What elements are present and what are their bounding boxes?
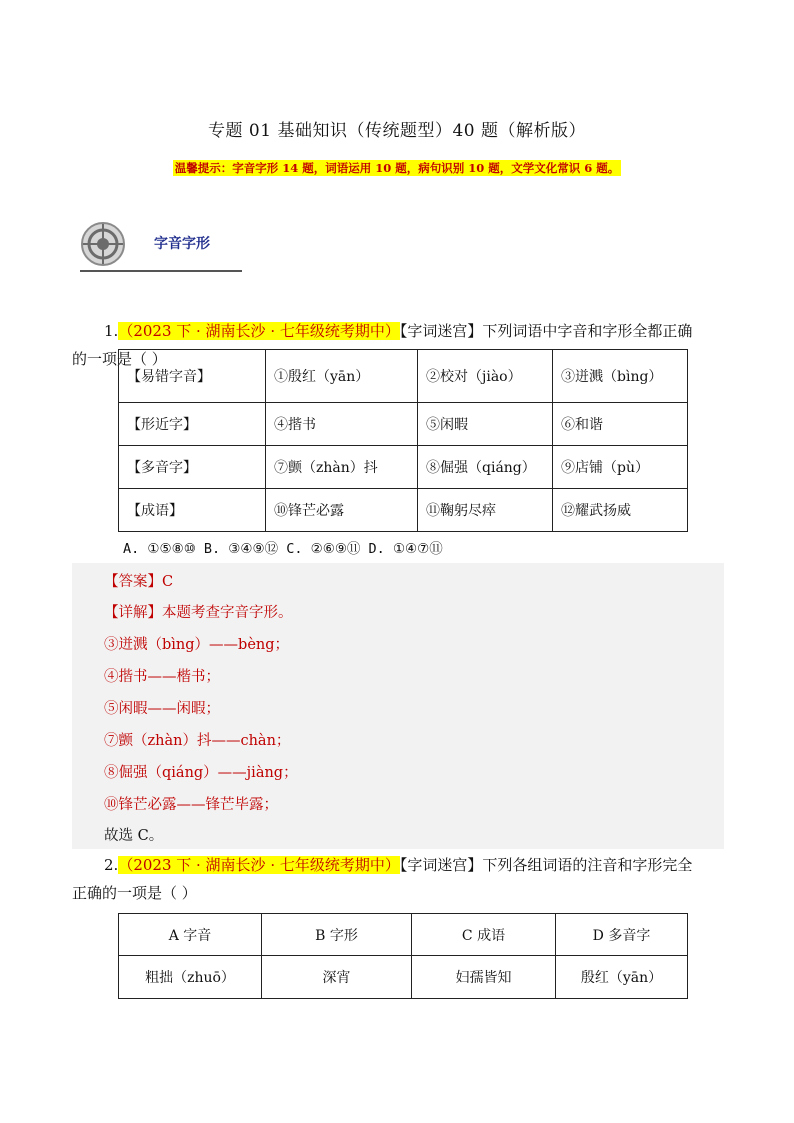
table-cell: 粗拙（zhuō） [119, 956, 262, 999]
table-cell: ⑪鞠躬尽瘁 [418, 489, 553, 532]
table-header-cell: C 成语 [412, 914, 556, 956]
analysis-line: ⑧倔强（qiáng）——jiàng； [104, 765, 298, 781]
table-cell: ①殷红（yān） [266, 350, 418, 403]
question-stem-line: 正确的一项是（ ） [72, 884, 197, 902]
answer-label: 【答案】C [104, 574, 174, 590]
table-cell: 【多音字】 [119, 446, 266, 489]
tip-text: 温馨提示：字音字形 14 题，词语运用 10 题，病句识别 10 题，文学文化常识 6 题。 [174, 161, 620, 175]
table-cell: ⑫耀武扬威 [553, 489, 688, 532]
target-icon [80, 221, 126, 267]
table-header-cell: A 字音 [119, 914, 262, 956]
section-divider [80, 270, 242, 272]
table-header-cell: D 多音字 [556, 914, 688, 956]
question-number: 2. [104, 856, 119, 874]
table-cell: ③迸溅（bìng） [553, 350, 688, 403]
table-cell: 殷红（yān） [556, 956, 688, 999]
table-cell: ⑨店铺（pù） [553, 446, 688, 489]
table-cell: 妇孺皆知 [412, 956, 556, 999]
table-cell: ④揩书 [266, 403, 418, 446]
question-source: （2023 下 · 湖南长沙 · 七年级统考期中） [118, 856, 400, 874]
analysis-line: ⑦颤（zhàn）抖——chàn； [104, 733, 291, 749]
question-source: （2023 下 · 湖南长沙 · 七年级统考期中） [118, 322, 400, 340]
table-cell: ⑩锋芒必露 [266, 489, 418, 532]
question-stem-line: 【字词迷宫】下列词语中字音和字形全都正确 [399, 322, 693, 340]
analysis-line: ⑩锋芒必露——锋芒毕露； [104, 797, 278, 813]
analysis-line: ④揩书——楷书； [104, 669, 220, 685]
table-cell: ⑦颤（zhàn）抖 [266, 446, 418, 489]
table-cell: ⑧倔强（qiáng） [418, 446, 553, 489]
conclusion-line: 故选 C。 [104, 828, 164, 844]
question-2-table [118, 913, 688, 999]
analysis-line: ③迸溅（bìng）——bèng； [104, 637, 290, 653]
question-number: 1. [104, 322, 119, 340]
table-cell: 深宵 [262, 956, 412, 999]
question-stem-line: 的一项是（ ） [72, 350, 167, 368]
question-1-table [118, 349, 688, 532]
table-cell: 【易错字音】 [119, 350, 266, 403]
page-title: 专题 01 基础知识（传统题型）40 题（解析版） [208, 121, 586, 141]
table-cell: ②校对（jiào） [418, 350, 553, 403]
table-cell: 【成语】 [119, 489, 266, 532]
section-title: 字音字形 [154, 236, 210, 252]
analysis-line: ⑤闲暇——闲暇； [104, 701, 220, 717]
table-cell: ⑥和谐 [553, 403, 688, 446]
question-1-options: A. ①⑤⑧⑩ B. ③④⑨⑫ C. ②⑥⑨⑪ D. ①④⑦⑪ [123, 541, 443, 557]
detail-label: 【详解】本题考查字音字形。 [104, 605, 293, 621]
table-cell: ⑤闲暇 [418, 403, 553, 446]
question-stem-line: 【字词迷宫】下列各组词语的注音和字形完全 [399, 856, 693, 874]
question-2-stem [72, 851, 724, 907]
table-cell: 【形近字】 [119, 403, 266, 446]
tip-banner [0, 160, 794, 176]
table-header-cell: B 字形 [262, 914, 412, 956]
